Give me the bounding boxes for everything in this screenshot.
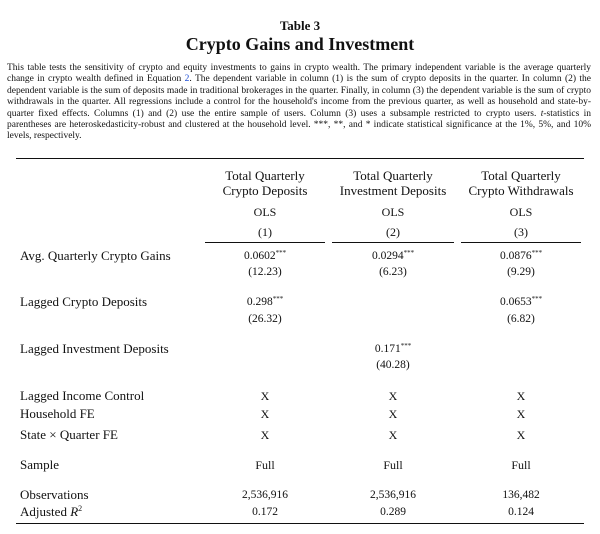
state-quarter-fe-col-3: X [516,428,526,442]
column-1-method: OLS [253,205,277,219]
row-label-adjusted-r2: Adjusted $R^2$ [20,504,83,519]
observations-col-2: 2,536,916 [370,489,416,501]
t-statistic-symbol: t [540,108,544,119]
sample-col-2: Full [383,458,403,472]
row-label-observations: Observations [20,487,89,502]
row-label-crypto-gains: Avg. Quarterly Crypto Gains [20,248,171,263]
column-2-method: OLS [381,205,405,219]
column-2-header-rule [332,242,454,243]
column-2-number: (2) [386,225,400,239]
observations-col-1: 2,536,916 [242,489,288,501]
tstat-lagged-investment-col-2: (40.28) [376,359,410,371]
adjusted-r2-col-3: 0.124 [508,506,534,518]
sample-col-1: Full [255,458,275,472]
column-3-header-rule [461,242,581,243]
table-label: Table 3 [279,18,321,33]
coef-crypto-gains-col-1: 0.0602*** [243,249,287,262]
column-3-number: (3) [514,225,528,239]
caption-part-3: -statistics in parentheses are heteroskedasticity-robust and clustered at the household level. ***, **, and * indicate statistical significance at the 1%, 5%, and 10% levels, respectively. [7,108,591,142]
caption-part-2: . The dependent variable in column (1) is the sum of crypto deposits in the quarter. In column (2) the dependent variable is the sum of deposits made in traditional brokerages in the quarter. Finally, in column (3) the dependent variable is the sum of crypto withdrawals in the quarter. All regressions include a control for the household's income from the previous quarter, as well as household and state-by-quarter fixed effects. Columns (1) and (2) use the entire sample of users. Column (3) uses a subsample restricted to crypto users. [7,74,591,119]
income-control-col-2: X [388,389,398,403]
coef-lagged-crypto-col-1: 0.298*** [246,295,284,308]
row-label-lagged-investment-deposits: Lagged Investment Deposits [20,341,169,356]
row-label-household-fe: Household FE [20,406,95,421]
household-fe-col-2: X [388,407,398,421]
coef-lagged-investment-col-2: 0.171*** [374,342,412,355]
bottom-rule [16,523,584,524]
row-label-sample: Sample [20,457,59,472]
table-title: Crypto Gains and Investment [185,34,415,54]
tstat-crypto-gains-col-1: (12.23) [248,266,282,278]
row-label-income-control: Lagged Income Control [20,388,145,403]
column-3-method: OLS [509,205,533,219]
tstat-crypto-gains-col-3: (9.29) [507,266,535,278]
column-2-title-line-2: Investment Deposits [339,183,447,198]
table-caption [7,63,591,143]
column-2-header [332,168,454,198]
equation-reference-link[interactable]: 2 [184,74,190,85]
column-3-title-line-2: Crypto Withdrawals [468,183,574,198]
observations-col-3: 136,482 [502,489,540,501]
sample-col-3: Full [511,458,531,472]
caption-part-1: This table tests the sensitivity of crypto and equity investments to gains in crypto wealth. The primary independent variable is the average quarterly change in crypto wealth defined in Equation [7,63,591,85]
column-3-header [461,168,581,198]
tstat-lagged-crypto-col-1: (26.32) [248,313,282,325]
column-3-title-line-1: Total Quarterly [481,168,561,183]
coef-crypto-gains-col-2: 0.0294*** [371,249,415,262]
top-rule [16,158,584,159]
income-control-col-1: X [260,389,270,403]
column-1-number: (1) [258,225,272,239]
row-label-state-quarter-fe: State × Quarter FE [20,427,118,442]
adjusted-r2-col-1: 0.172 [252,506,278,518]
column-2-title-line-1: Total Quarterly [353,168,433,183]
coef-crypto-gains-col-3: 0.0876*** [499,249,543,262]
column-1-header [205,168,325,198]
income-control-col-3: X [516,389,526,403]
tstat-lagged-crypto-col-3: (6.82) [507,313,535,325]
state-quarter-fe-col-2: X [388,428,398,442]
row-label-lagged-crypto-deposits: Lagged Crypto Deposits [20,294,148,309]
household-fe-col-3: X [516,407,526,421]
coef-lagged-crypto-col-3: 0.0653*** [499,295,543,308]
household-fe-col-1: X [260,407,270,421]
adjusted-r2-col-2: 0.289 [380,506,406,518]
state-quarter-fe-col-1: X [260,428,270,442]
column-1-header-rule [205,242,325,243]
column-1-title-line-1: Total Quarterly [225,168,305,183]
column-1-title-line-2: Crypto Deposits [222,183,308,198]
tstat-crypto-gains-col-2: (6.23) [379,266,407,278]
